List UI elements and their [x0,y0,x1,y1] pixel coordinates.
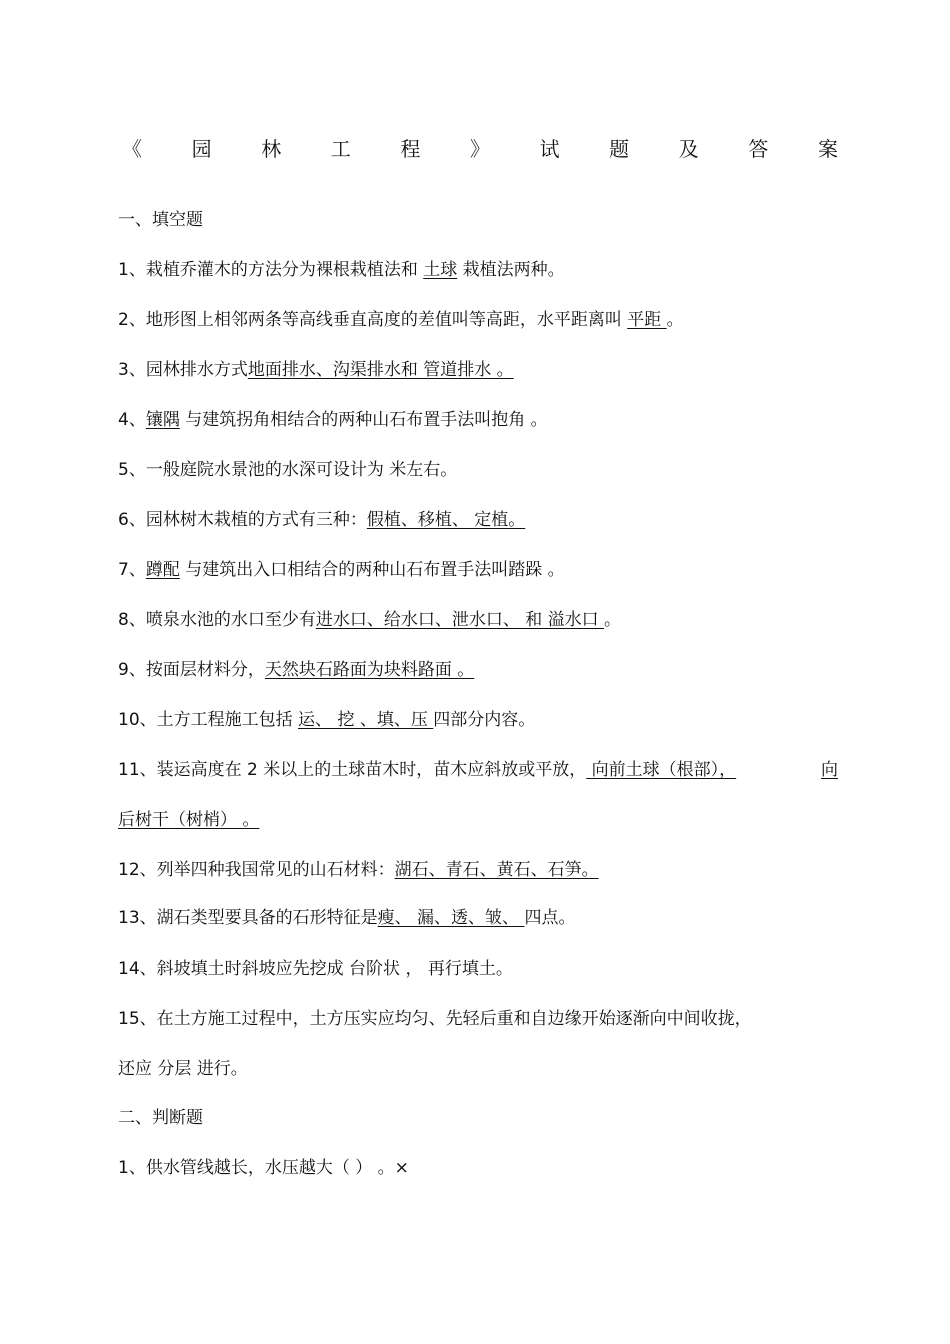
section-heading-fill-in: 一、填空题 [118,210,203,230]
question-text: 12、列举四种我国常见的山石材料： [118,860,395,880]
question-text: 2、地形图上相邻两条等高线垂直高度的差值叫等高距，水平距离叫 [118,310,628,330]
question-text: 与建筑出入口相结合的两种山石布置手法叫踏跺 。 [179,560,565,580]
question-12 [118,858,838,882]
title-char: 题 [609,137,630,161]
question-7 [118,558,838,582]
document-title [122,136,838,162]
title-char: 案 [817,137,838,161]
question-text: 6、园林树木栽植的方式有三种： [118,510,367,530]
question-text: 9、按面层材料分， [118,660,265,680]
answer-blank: 运、 挖 、填、压 [298,710,434,730]
answer-blank: 进水口、给水口、泄水口、 和 溢水口 [315,610,605,630]
answer-blank: 向 [821,760,838,780]
question-text: 3、园林排水方式 [118,360,248,380]
question-15: 15、在土方施工过程中，土方压实应均匀、先轻后重和自边缘开始逐渐向中间收拢， [118,1009,752,1029]
answer-blank: 土球 [423,260,458,280]
question-text: 栽植法两种。 [457,260,565,280]
question-13 [118,906,838,930]
title-char: 及 [678,137,699,161]
question-10 [118,708,838,732]
title-char: 程 [400,137,421,161]
answer-blank: 地面排水、沟渠排水和 管道排水 。 [247,360,514,380]
title-char: 园 [191,137,212,161]
question-text: 与建筑拐角相结合的两种山石布置手法叫抱角 。 [179,410,548,430]
answer-blank: 镶隅 [145,410,180,430]
question-1 [118,258,838,282]
answer-blank: 天然块石路面为块料路面 。 [264,660,475,680]
answer-blank: 向前土球（根部）， [586,760,737,780]
question-text: 13、湖石类型要具备的石形特征是 [118,908,378,928]
question-text: 1、栽植乔灌木的方法分为裸根栽植法和 [118,260,424,280]
question-text: 四点。 [524,908,576,928]
question-4 [118,408,838,432]
question-text: 10、土方工程施工包括 [118,710,299,730]
title-char: 答 [748,137,769,161]
judgment-question-1: 1、供水管线越长，水压越大（ ） 。× [118,1158,409,1178]
answer-blank: 蹲配 [145,560,180,580]
section-heading-true-false: 二、判断题 [118,1108,203,1128]
question-text: 4、 [118,410,146,430]
question-9 [118,658,838,682]
answer-blank: 湖石、青石、黄石、石笋。 [394,860,599,880]
title-char: 》 [469,137,490,161]
answer-blank: 瘦、 漏、透、皱、 [377,908,525,928]
question-text: 5、一般庭院水景池的水深可设计为 [118,460,390,480]
answer-blank: 后树干（树梢） 。 [118,810,260,830]
question-11-continued [118,808,838,832]
question-text: 11、装运高度在 2 米以上的土球苗木时，苗木应斜放或平放， [118,760,587,780]
question-8 [118,608,838,632]
question-text: 8、喷泉水池的水口至少有 [118,610,316,630]
question-2 [118,308,838,332]
question-text: 米左右。 [389,460,458,480]
answer-blank: 假植、移植、 定植。 [366,510,526,530]
question-14: 14、斜坡填土时斜坡应先挖成 台阶状 ， 再行填土。 [118,959,513,979]
question-text: 。 [666,310,684,330]
title-char: 工 [330,137,351,161]
title-char: 《 [122,137,142,161]
answer-blank: 平距 [627,310,667,330]
question-11 [118,758,838,782]
question-3 [118,358,838,382]
question-text: 7、 [118,560,146,580]
title-char: 林 [261,137,282,161]
question-6 [118,508,838,532]
question-text: 。 [604,610,622,630]
question-text: 四部分内容。 [433,710,536,730]
title-char: 试 [539,137,560,161]
question-5 [118,458,838,482]
question-15-continued: 还应 分层 进行。 [118,1059,248,1079]
